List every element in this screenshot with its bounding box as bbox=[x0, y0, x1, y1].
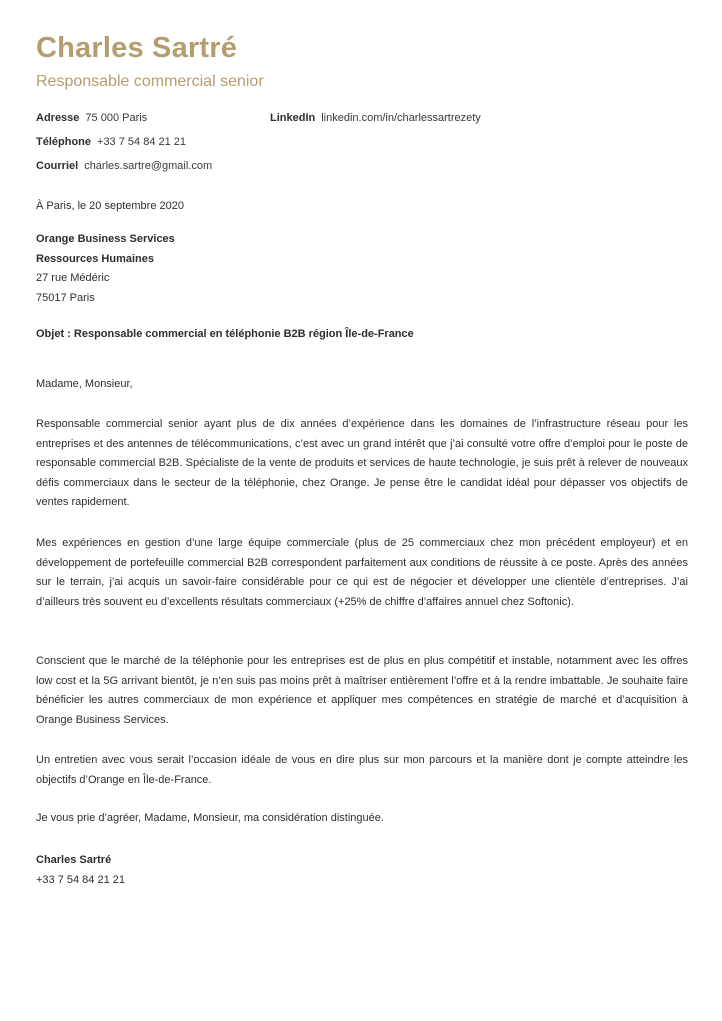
recipient-company: Orange Business Services bbox=[36, 233, 175, 245]
signature-name: Charles Sartré bbox=[36, 854, 112, 866]
contact-address-label: Adresse bbox=[36, 112, 80, 124]
sender-name: Charles Sartré bbox=[36, 32, 238, 64]
contact-phone bbox=[36, 135, 186, 149]
contact-email-value: charles.sartre@gmail.com bbox=[84, 160, 213, 172]
sender-job-title: Responsable commercial senior bbox=[36, 73, 264, 90]
letter-date: À Paris, le 20 septembre 2020 bbox=[36, 200, 184, 212]
recipient-city: 75017 Paris bbox=[36, 291, 95, 304]
contact-phone-value: +33 7 54 84 21 21 bbox=[97, 136, 187, 148]
letter-paragraph-2: Mes expériences en gestion d’une large équipe commerciale (plus de 25 commerciaux chez mon précédent employeur) et en développement de portefeuille commercial B2B correspondent parfaitement aux conditions de réussite à ce poste. Après des années sur le terrain, j’ai acquis un savoir-faire considérable pour ce qui est de négocier et développer une clientèle d’entreprises. J’ai d’ailleurs très souvent eu d’excellents résultats commerciaux (+25% de chiffre d’affaires annuel chez Softonic). bbox=[36, 537, 688, 608]
recipient-department: Ressources Humaines bbox=[36, 252, 154, 265]
contact-email bbox=[36, 159, 212, 173]
signature-block bbox=[36, 851, 125, 890]
contact-linkedin-value: linkedin.com/in/charlessartrezety bbox=[321, 112, 481, 124]
signature-phone: +33 7 54 84 21 21 bbox=[36, 873, 125, 886]
contact-linkedin bbox=[270, 111, 481, 125]
letter-closing: Je vous prie d’agréer, Madame, Monsieur, ma considération distinguée. bbox=[36, 812, 384, 824]
contact-phone-label: Téléphone bbox=[36, 136, 92, 148]
contact-email-label: Courriel bbox=[36, 160, 79, 172]
recipient-street: 27 rue Médéric bbox=[36, 272, 110, 285]
letter-paragraph-1: Responsable commercial senior ayant plus de dix années d’expérience dans les domaines de l’infrastructure réseau pour les entreprises et des antennes de télécommunications, c’est avec un grand intérêt que j’ai consulté votre offre d’emploi pour le poste de responsable commercial B2B. Spécialiste de la vente de produits et services de haute technologie, je suis prêt à relever de nouveaux défis commerciaux dans le secteur de la téléphonie, chez Orange. Je pense être le candidat idéal pour dépasser vos objectifs de ventes rapidement. bbox=[36, 418, 688, 509]
contact-linkedin-label: LinkedIn bbox=[270, 112, 316, 124]
contact-address bbox=[36, 111, 147, 125]
letter-subject: Objet : Responsable commercial en téléphonie B2B région Île-de-France bbox=[36, 328, 414, 340]
recipient-block bbox=[36, 230, 175, 308]
letter-salutation: Madame, Monsieur, bbox=[36, 378, 133, 390]
letter-paragraph-3: Conscient que le marché de la téléphonie pour les entreprises est de plus en plus compétitif et instable, notamment avec les offres low cost et la 5G arrivant bientôt, je n’en suis pas moins prêt à maîtriser entièrement l’offre et à la rendre imbattable. Je souhaite faire bénéficier les autres commerciaux de mon expérience et appliquer mes compétences en stratégie de marché et d’acquisition à Orange Business Services. bbox=[36, 655, 688, 726]
contact-address-value: 75 000 Paris bbox=[85, 112, 148, 124]
letter-paragraph-4: Un entretien avec vous serait l’occasion idéale de vous en dire plus sur mon parcours et la manière dont je compte atteindre les objectifs d’Orange en Île-de-France. bbox=[36, 754, 688, 786]
